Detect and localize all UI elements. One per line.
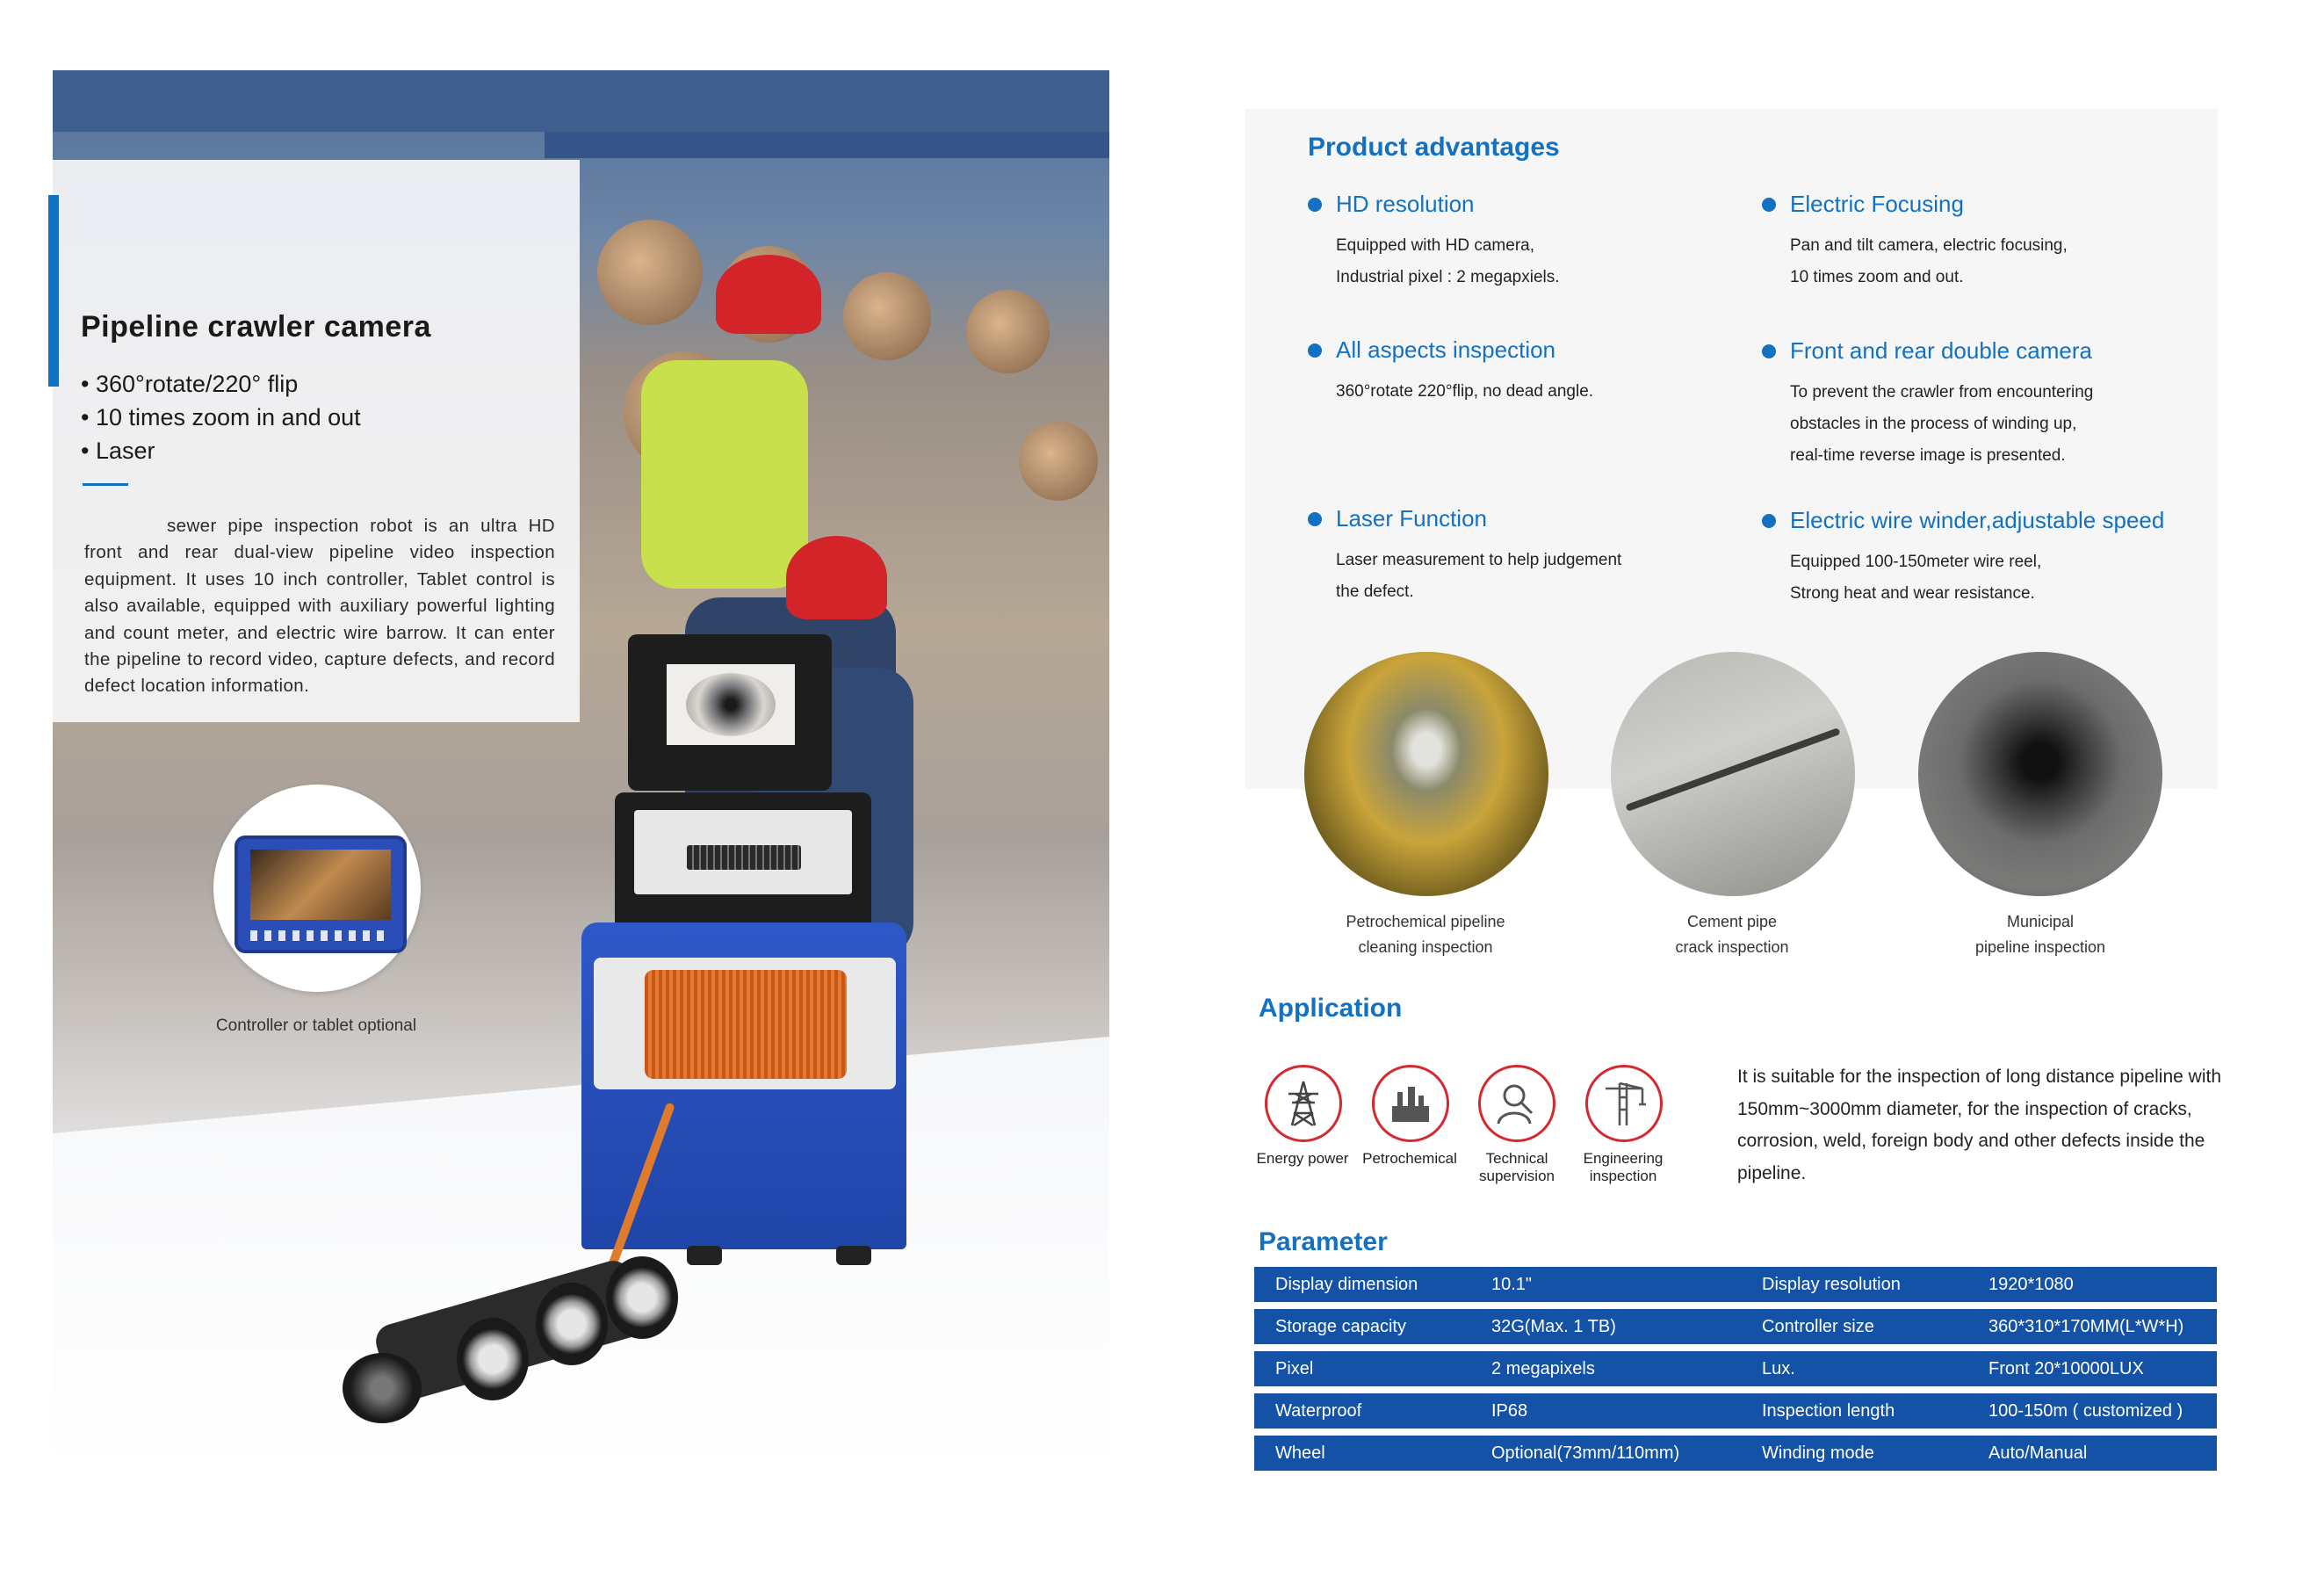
- table-row: [1254, 1393, 2217, 1429]
- cement-pipe-crack-photo: [1611, 652, 1855, 896]
- advantage-item: [1308, 505, 1729, 608]
- param-value: Front 20*10000LUX: [1988, 1358, 2144, 1378]
- advantage-heading: Electric Focusing: [1762, 191, 2183, 218]
- app-label-line: inspection: [1589, 1168, 1657, 1184]
- municipal-pipe-photo: [1918, 652, 2162, 896]
- param-value: 100-150m ( customized ): [1988, 1400, 2183, 1421]
- advantage-text: 10 times zoom and out.: [1790, 268, 1964, 286]
- param-value: Auto/Manual: [1988, 1443, 2088, 1463]
- param-label: Wheel: [1275, 1443, 1325, 1463]
- app-label: [1562, 1150, 1685, 1185]
- advantage-text: real-time reverse image is presented.: [1790, 446, 2066, 465]
- application-text: It is suitable for the inspection of long distance pipeline with 150mm~3000mm diameter, for the inspection of cracks, corrosion, weld, foreign body and other defects inside the pipeline.: [1737, 1067, 2221, 1183]
- table-row: [1254, 1267, 2217, 1302]
- param-label: Controller size: [1762, 1316, 1874, 1336]
- supervisor-icon: [1478, 1065, 1555, 1142]
- feature-list: [81, 367, 361, 467]
- advantage-text: Laser measurement to help judgement: [1336, 551, 1622, 569]
- advantage-text: Pan and tilt camera, electric focusing,: [1790, 236, 2068, 255]
- advantage-item: [1762, 337, 2183, 472]
- app-label-line: Technical: [1485, 1150, 1548, 1167]
- inspection-caption: [1294, 909, 1557, 960]
- petrochemical-pipe-photo: [1304, 652, 1548, 896]
- param-label: Storage capacity: [1275, 1316, 1406, 1336]
- param-value: 10.1": [1491, 1274, 1533, 1294]
- caption-line: crack inspection: [1675, 938, 1789, 956]
- advantage-item: [1762, 507, 2219, 610]
- caption-line: Petrochemical pipeline: [1346, 913, 1505, 930]
- tablet-caption: Controller or tablet optional: [215, 1016, 417, 1035]
- param-value: 32G(Max. 1 TB): [1491, 1316, 1616, 1336]
- tablet-image: [213, 785, 421, 992]
- inspection-caption: [1600, 909, 1864, 960]
- advantage-text: Equipped 100-150meter wire reel,: [1790, 553, 2042, 571]
- advantage-text: 360°rotate 220°flip, no dead angle.: [1336, 382, 1594, 401]
- caption-line: Cement pipe: [1686, 913, 1778, 930]
- param-label: Lux.: [1762, 1358, 1795, 1378]
- advantages-title: Product advantages: [1308, 133, 1560, 162]
- advantage-text: Industrial pixel : 2 megapxiels.: [1336, 268, 1560, 286]
- factory-icon: [1372, 1065, 1449, 1142]
- app-label-line: Engineering: [1583, 1150, 1664, 1167]
- product-description: sewer pipe inspection robot is an ultra HD front and rear dual-view pipeline video inspection equipment. It uses 10 inch controller, Tablet control is also available, equipped with auxiliary powerful lighting and count meter, and electric wire barrow. It can enter the pipeline to record video, capture defects, and record defect location information.: [84, 516, 555, 697]
- parameter-table: [1254, 1267, 2217, 1478]
- param-label: Pixel: [1275, 1358, 1314, 1378]
- advantage-heading: HD resolution: [1308, 191, 1729, 218]
- param-label: Inspection length: [1762, 1400, 1895, 1421]
- param-value: IP68: [1491, 1400, 1528, 1421]
- table-row: [1254, 1351, 2217, 1386]
- inspection-caption: [1909, 909, 2172, 960]
- feature-item: • 10 times zoom in and out: [81, 401, 361, 434]
- caption-line: cleaning inspection: [1358, 938, 1493, 956]
- advantage-item: [1762, 191, 2183, 293]
- param-value: Optional(73mm/110mm): [1491, 1443, 1680, 1463]
- table-row: [1254, 1436, 2217, 1471]
- app-label-line: Petrochemical: [1362, 1150, 1457, 1167]
- table-row: [1254, 1309, 2217, 1344]
- tablet-icon: [235, 836, 407, 953]
- param-label: Winding mode: [1762, 1443, 1874, 1463]
- caption-line: Municipal: [2006, 913, 2075, 930]
- accent-bar: [48, 195, 59, 387]
- advantage-heading: Laser Function: [1308, 505, 1729, 532]
- caption-line: pipeline inspection: [1974, 938, 2106, 956]
- feature-item: • 360°rotate/220° flip: [81, 367, 361, 401]
- advantage-heading: Electric wire winder,adjustable speed: [1762, 507, 2219, 534]
- advantage-text: Strong heat and wear resistance.: [1790, 584, 2035, 603]
- param-label: Display dimension: [1275, 1274, 1418, 1294]
- feature-item: • Laser: [81, 434, 361, 467]
- app-label: [1455, 1150, 1578, 1185]
- crane-icon: [1585, 1065, 1663, 1142]
- advantage-text: obstacles in the process of winding up,: [1790, 415, 2077, 433]
- app-label: [1348, 1150, 1471, 1168]
- advantage-heading: Front and rear double camera: [1762, 337, 2183, 365]
- param-value: 1920*1080: [1988, 1274, 2074, 1294]
- param-label: Display resolution: [1762, 1274, 1901, 1294]
- app-label-line: supervision: [1479, 1168, 1555, 1184]
- param-value: 360*310*170MM(L*W*H): [1988, 1316, 2184, 1336]
- crawler-robot-image: [343, 1256, 676, 1432]
- param-label: Waterproof: [1275, 1400, 1362, 1421]
- param-value: 2 megapixels: [1491, 1358, 1595, 1378]
- product-title: Pipeline crawler camera: [81, 310, 431, 344]
- advantage-text: the defect.: [1336, 582, 1414, 601]
- parameter-title: Parameter: [1259, 1227, 1388, 1256]
- app-label: [1241, 1150, 1364, 1168]
- advantage-text: To prevent the crawler from encountering: [1790, 383, 2094, 401]
- app-label-line: Energy power: [1256, 1150, 1349, 1167]
- divider: [83, 483, 128, 486]
- advantage-item: [1308, 336, 1729, 408]
- application-title: Application: [1259, 994, 1403, 1023]
- power-tower-icon: [1265, 1065, 1342, 1142]
- advantage-heading: All aspects inspection: [1308, 336, 1729, 364]
- advantage-text: Equipped with HD camera,: [1336, 236, 1534, 255]
- advantage-item: [1308, 191, 1729, 293]
